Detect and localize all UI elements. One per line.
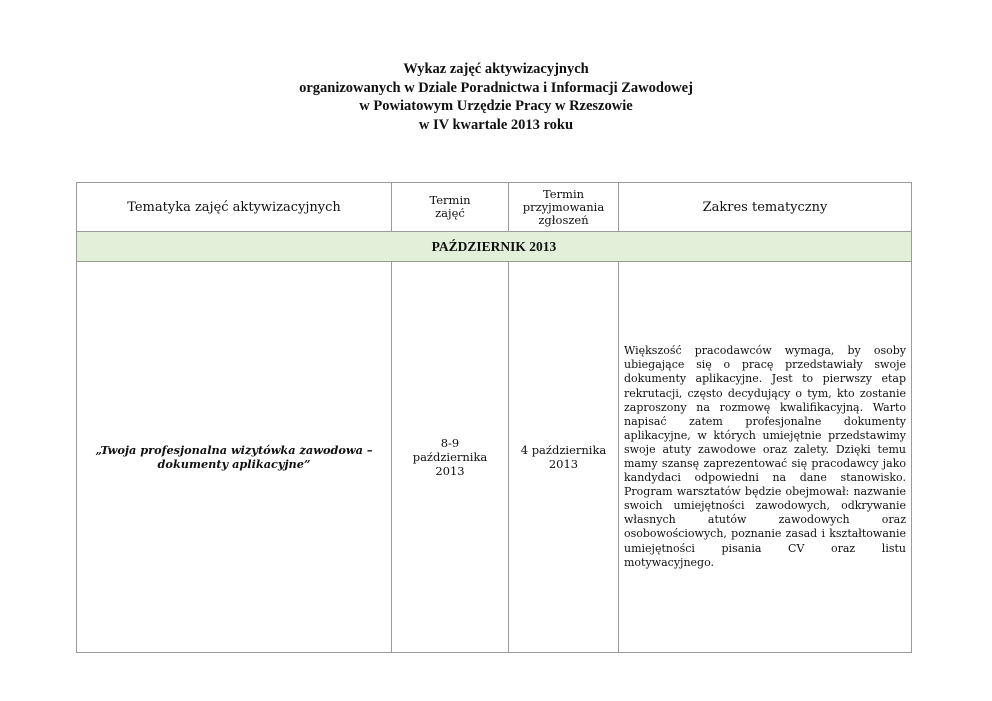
row-description-cell xyxy=(619,262,912,653)
header-registration-line-1: Termin xyxy=(542,186,585,201)
header-registration xyxy=(509,183,619,232)
title-line-1: Wykaz zajęć aktywizacyjnych xyxy=(403,61,589,77)
document-title xyxy=(0,60,992,134)
row-term-cell xyxy=(392,262,509,653)
header-registration-line-2: przyjmowania xyxy=(522,199,605,214)
table-header-row xyxy=(77,183,912,232)
row-topic: „Twoja profesjonalna wizytówka zawodowa – dokumenty aplikacyjne” xyxy=(95,443,373,471)
title-line-3: w Powiatowym Urzędzie Pracy w Rzeszowie xyxy=(359,98,633,114)
row-term-line-3: 2013 xyxy=(435,464,465,478)
header-term-line-2: zajęć xyxy=(435,206,465,220)
header-scope: Zakres tematyczny xyxy=(619,183,912,232)
row-term-line-1: 8-9 xyxy=(440,436,460,450)
row-description: Większość pracodawców wymaga, by osoby ubiegające się o pracę przedstawiały swoje dokumenty aplikacyjne. Jest to pierwszy etap rekrutacji, często decydujący o tym, kto zostanie zaproszony na rozmowę kwalifikacyjną. Warto napisać zatem profesjonalne dokumenty aplikacyjne, w których umiejętnie przedstawimy swoje atuty zawodowe oraz zalety. Dzięki temu mamy szansę zaprezentować się pracodawcy jako kandydaci odpowiedni na dane stanowisko. Program warsztatów będzie obejmował: nazwanie swoich umiejętności zawodowych, odkrywanie własnych atutów zawodowych oraz osobowościowych, poznanie zasad i kształtowanie umiejętności pisania CV oraz listu motywacyjnego. xyxy=(624,344,906,569)
row-registration-cell xyxy=(509,262,619,653)
table-row xyxy=(77,262,912,653)
row-topic-cell xyxy=(77,262,392,653)
header-term-line-1: Termin xyxy=(429,193,471,207)
title-line-2: organizowanych w Dziale Poradnictwa i Informacji Zawodowej xyxy=(299,79,693,96)
month-label: PAŹDZIERNIK 2013 xyxy=(77,232,912,262)
row-registration-line-2: 2013 xyxy=(548,457,579,471)
header-registration-line-3: zgłoszeń xyxy=(538,212,589,227)
activities-table xyxy=(76,182,912,653)
row-term-line-2: października xyxy=(412,450,488,464)
row-registration-line-1: 4 października xyxy=(520,443,607,457)
month-row xyxy=(77,232,912,262)
header-topic: Tematyka zajęć aktywizacyjnych xyxy=(77,183,392,232)
title-line-4: w IV kwartale 2013 roku xyxy=(418,116,574,133)
header-term xyxy=(392,183,509,232)
